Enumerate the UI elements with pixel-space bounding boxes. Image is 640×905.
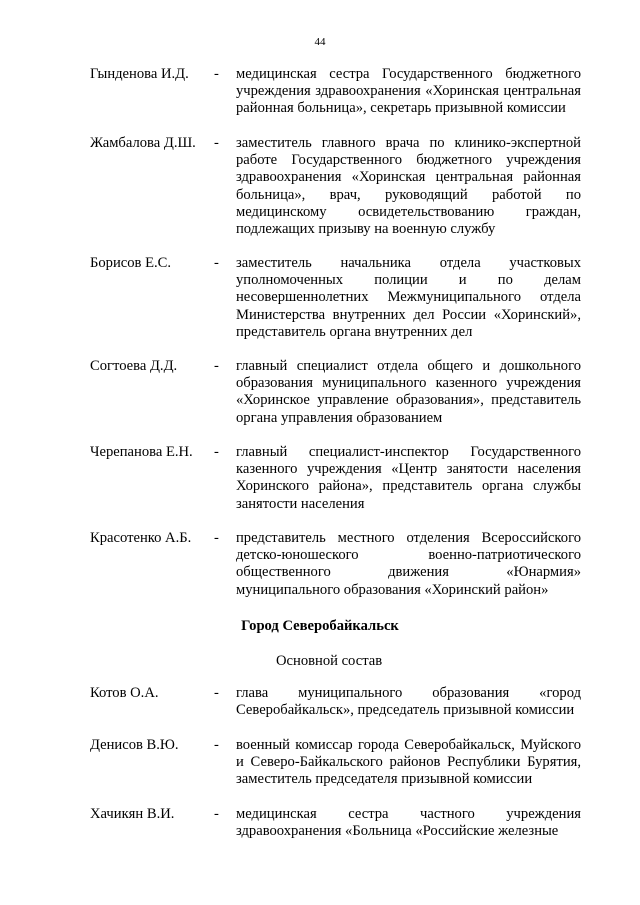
- member-name: Красотенко А.Б.: [90, 530, 192, 546]
- member-description: медицинская сестра частного учреждения здравоохранения «Больница «Российские железные: [236, 806, 581, 840]
- member-description: главный специалист-инспектор Государственного казенного учреждения «Центр занятости населения Хоринского района», представитель органа службы занятости населения: [236, 444, 581, 512]
- member-description: военный комиссар города Северобайкальск, Муйского и Северо-Байкальского районов Республики Бурятия, заместитель председателя призывной комиссии: [236, 737, 581, 788]
- member-name: Хачикян В.И.: [90, 806, 175, 822]
- member-description: глава муниципального образования «город Северобайкальск», председатель призывной комиссии: [236, 685, 581, 719]
- member-description: главный специалист отдела общего и дошкольного образования муниципального казенного учреждения «Хоринское управление образования», представитель органа управления образованием: [236, 358, 581, 426]
- member-description: представитель местного отделения Всероссийского детско-юношеского военно-патриотического общественного движения «Юнармия» муниципального образования «Хоринский район»: [236, 530, 581, 598]
- member-name: Денисов В.Ю.: [90, 737, 179, 753]
- member-name: Согтоева Д.Д.: [90, 358, 178, 374]
- page-number: 44: [314, 36, 326, 48]
- entry-dash: -: [214, 358, 219, 374]
- member-description: заместитель главного врача по клинико-экспертной работе Государственного бюджетного учреждения здравоохранения «Хоринская центральная районная больница», врач, руководящий работой по медицинскому освидетельствованию граждан, подлежащих призыву на военную службу: [236, 135, 581, 238]
- entry-dash: -: [214, 444, 219, 460]
- member-name: Борисов Е.С.: [90, 255, 172, 271]
- section-heading: Город Северобайкальск: [241, 618, 399, 634]
- entry-dash: -: [214, 530, 219, 546]
- entry-dash: -: [214, 66, 219, 82]
- subheading: Основной состав: [276, 653, 383, 669]
- member-name: Котов О.А.: [90, 685, 159, 701]
- entry-dash: -: [214, 135, 219, 151]
- member-name: Черепанова Е.Н.: [90, 444, 193, 460]
- member-description: заместитель начальника отдела участковых уполномоченных полиции и по делам несовершеннолетних Межмуниципального отдела Министерства внутренних дел России «Хоринский», представитель органа внутренних дел: [236, 255, 581, 340]
- entry-dash: -: [214, 255, 219, 271]
- entry-dash: -: [214, 685, 219, 701]
- entry-dash: -: [214, 806, 219, 822]
- member-name: Гынденова И.Д.: [90, 66, 189, 82]
- entry-dash: -: [214, 737, 219, 753]
- member-name: Жамбалова Д.Ш.: [90, 135, 196, 151]
- member-description: медицинская сестра Государственного бюджетного учреждения здравоохранения «Хоринская центральная районная больница», секретарь призывной комиссии: [236, 66, 581, 117]
